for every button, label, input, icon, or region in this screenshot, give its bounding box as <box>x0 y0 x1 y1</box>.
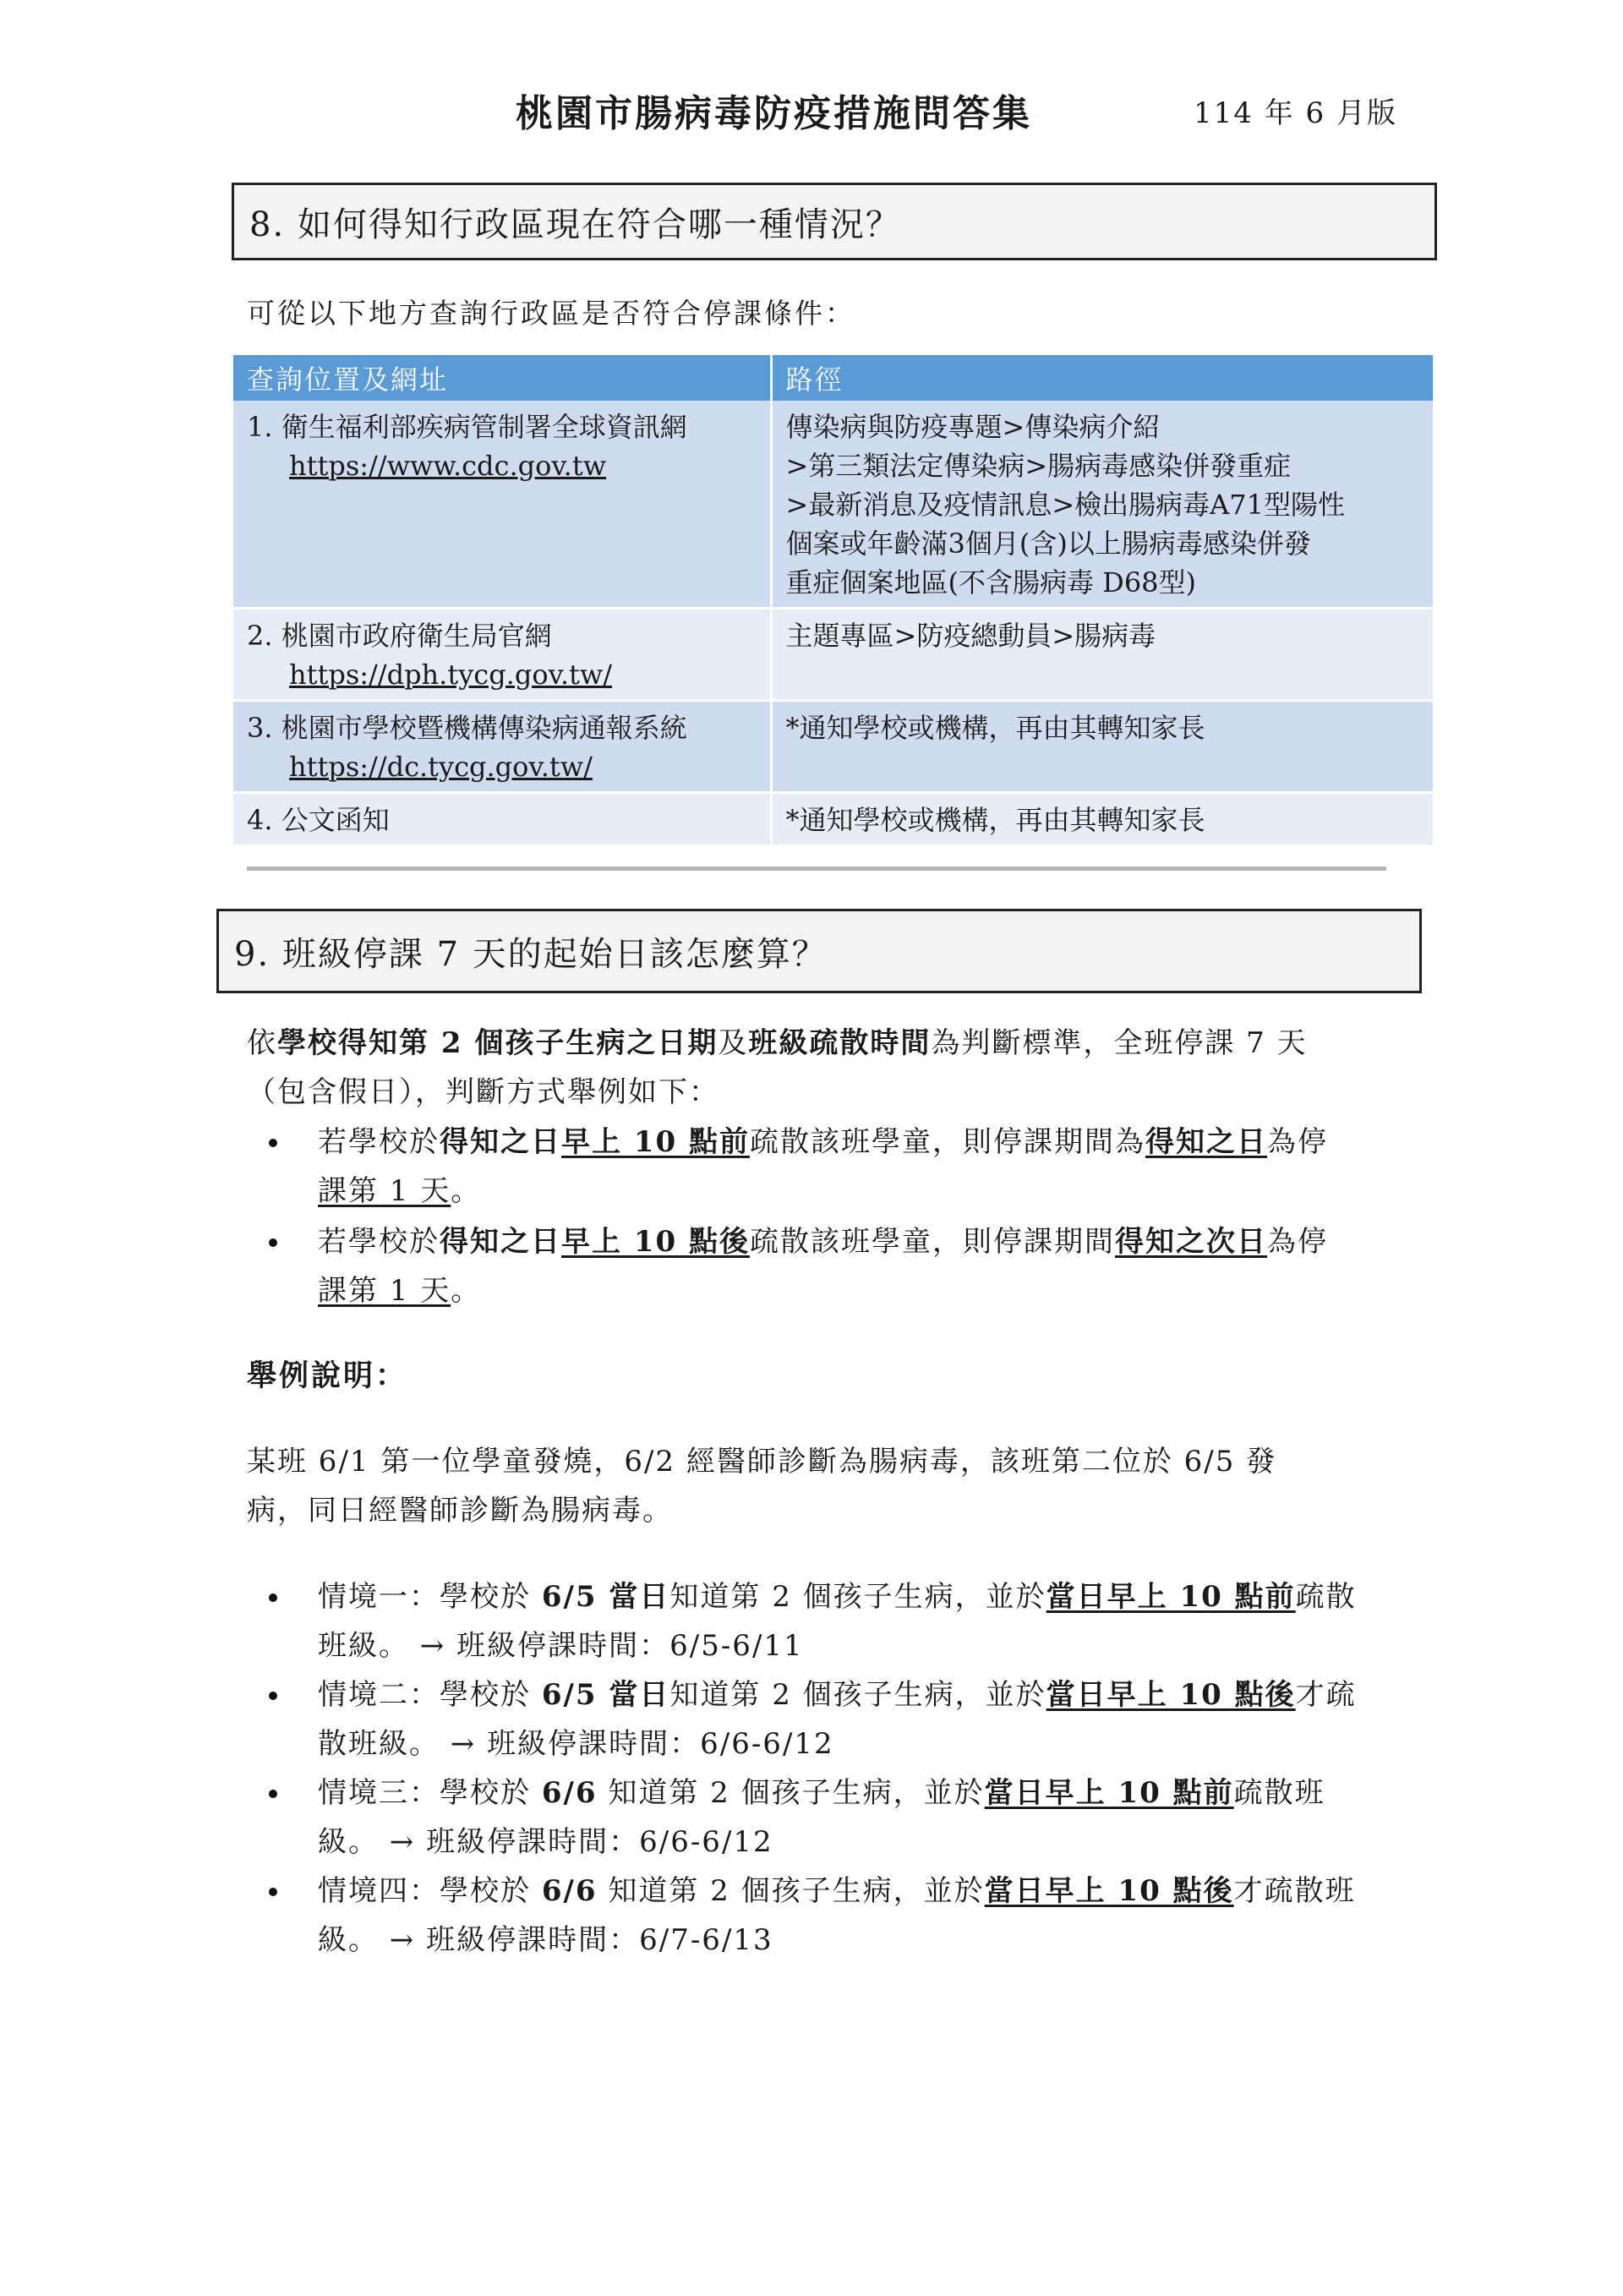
table-cell-path <box>771 793 1434 846</box>
table-cell-source <box>233 793 771 846</box>
source-url-link[interactable]: https://dph.tycg.gov.tw/ <box>289 659 613 691</box>
path-line: >最新消息及疫情訊息>檢出腸病毒A71型陽性 <box>785 489 1345 521</box>
source-name: 3. 桃園市學校暨機構傳染病通報系統 <box>247 712 687 744</box>
scenario-list <box>247 1572 1396 1965</box>
bullet-icon <box>269 1238 277 1247</box>
example-description <box>247 1437 1276 1535</box>
path-line: 傳染病與防疫專題>傳染病介紹 <box>785 411 1161 443</box>
bullet-icon <box>269 1888 277 1896</box>
question-8-intro: 可從以下地方查詢行政區是否符合停課條件： <box>247 297 855 330</box>
question-8-box <box>232 183 1437 260</box>
source-url-link[interactable]: https://dc.tycg.gov.tw/ <box>289 751 593 783</box>
lookup-table <box>233 355 1435 847</box>
bullet-icon <box>269 1139 277 1147</box>
table-row <box>233 401 1434 609</box>
table-cell-path <box>771 609 1434 701</box>
question-9-intro <box>247 1019 1308 1117</box>
bullet-icon <box>269 1692 277 1700</box>
table-cell-source <box>233 609 771 701</box>
rule-list <box>247 1118 1396 1315</box>
list-item: 若學校於得知之日早上 10 點前疏散該班學童，則停課期間為得知之日為停 課第 1 天。 <box>247 1118 1396 1216</box>
path-line: 重症個案地區(不含腸病毒 D68型) <box>785 566 1197 599</box>
example-line: 病，同日經醫師診斷為腸病毒。 <box>247 1494 673 1528</box>
source-url-link[interactable]: https://www.cdc.gov.tw <box>289 450 607 482</box>
question-8-title: 8. 如何得知行政區現在符合哪一種情況？ <box>249 205 901 244</box>
list-item: 若學校於得知之日早上 10 點後疏散該班學童，則停課期間得知之次日為停 課第 1 天。 <box>247 1217 1396 1315</box>
path-line: *通知學校或機構，再由其轉知家長 <box>785 712 1205 744</box>
version-label: 114 年 6 月版 <box>1194 96 1397 130</box>
path-line: 主題專區>防疫總動員>腸病毒 <box>785 620 1156 652</box>
example-label: 舉例說明： <box>247 1358 408 1393</box>
table-cell-path <box>771 701 1434 793</box>
list-item: 情境三：學校於 6/6 知道第 2 個孩子生病，並於當日早上 10 點前疏散班 級。 → 班級停課時間：6/6-6/12 <box>247 1768 1396 1867</box>
path-line: >第三類法定傳染病>腸病毒感染併發重症 <box>785 450 1292 482</box>
document-title: 桃園市腸病毒防疫措施問答集 <box>516 92 1032 135</box>
list-item: 情境四：學校於 6/6 知道第 2 個孩子生病，並於當日早上 10 點後才疏散班 級。 → 班級停課時間：6/7-6/13 <box>247 1867 1396 1965</box>
source-name: 2. 桃園市政府衛生局官網 <box>247 620 552 652</box>
table-row <box>233 793 1434 846</box>
table-cell-source <box>233 401 771 609</box>
intro-line-1: 依學校得知第 2 個孩子生病之日期及班級疏散時間為判斷標準，全班停課 7 天 <box>247 1026 1308 1060</box>
intro-line-2: （包含假日），判斷方式舉例如下： <box>247 1075 719 1109</box>
table-header-location: 查詢位置及網址 <box>233 355 771 401</box>
example-line: 某班 6/1 第一位學童發燒，6/2 經醫師診斷為腸病毒，該班第二位於 6/5 發 <box>247 1445 1277 1479</box>
table-header-row <box>233 355 1434 401</box>
table-row <box>233 609 1434 701</box>
source-name: 4. 公文函知 <box>247 804 390 836</box>
question-9-box <box>216 909 1422 993</box>
table-cell-path <box>771 401 1434 609</box>
source-name: 1. 衛生福利部疾病管制署全球資訊網 <box>247 411 687 443</box>
path-line: 個案或年齡滿3個月(含)以上腸病毒感染併發 <box>785 528 1311 560</box>
table-header-path: 路徑 <box>771 355 1434 401</box>
table-row <box>233 701 1434 793</box>
bullet-icon <box>269 1790 277 1798</box>
question-9-title: 9. 班級停課 7 天的起始日該怎麼算？ <box>234 934 828 974</box>
list-item: 情境二：學校於 6/5 當日知道第 2 個孩子生病，並於當日早上 10 點後才疏 散班級。 → 班級停課時間：6/6-6/12 <box>247 1670 1396 1768</box>
bullet-icon <box>269 1594 277 1602</box>
table-cell-source <box>233 701 771 793</box>
path-line: *通知學校或機構，再由其轉知家長 <box>785 804 1205 836</box>
section-divider <box>247 866 1386 871</box>
list-item: 情境一：學校於 6/5 當日知道第 2 個孩子生病，並於當日早上 10 點前疏散 班級。 → 班級停課時間：6/5-6/11 <box>247 1572 1396 1670</box>
